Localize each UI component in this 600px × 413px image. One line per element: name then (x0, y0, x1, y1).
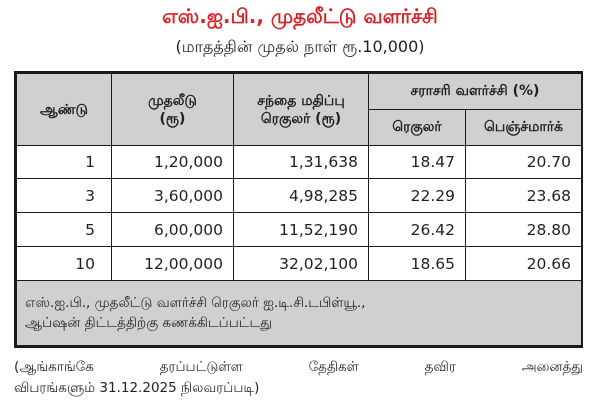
cell-market-value: 4,98,285 (234, 179, 369, 213)
cell-year: 3 (17, 179, 112, 213)
cell-market-value: 11,52,190 (234, 213, 369, 247)
header-year (17, 74, 112, 146)
cell-year: 10 (17, 247, 112, 281)
cell-year: 1 (17, 146, 112, 179)
cell-benchmark: 20.66 (466, 247, 582, 281)
page-subtitle: (மாதத்தின் முதல் நாள் ரூ.10,000) (175, 37, 425, 56)
cell-regular: 26.42 (369, 213, 466, 247)
table-footnote (17, 281, 582, 346)
sip-table (16, 73, 582, 346)
cell-year: 5 (17, 213, 112, 247)
table-row (17, 179, 582, 213)
table-row (17, 213, 582, 247)
cell-investment: 6,00,000 (112, 213, 234, 247)
cell-regular: 18.65 (369, 247, 466, 281)
table-row (17, 247, 582, 281)
header-benchmark: பெஞ்ச்மார்க் (466, 110, 582, 146)
page-title: எஸ்.ஐ.பி., முதலீட்டு வளர்ச்சி (162, 4, 438, 28)
footnote-line1: எஸ்.ஐ.பி., முதலீட்டு வளர்ச்சி ரெகுலர் ஐ.டி.சி.டபிள்யூ., (25, 295, 366, 311)
cell-investment: 3,60,000 (112, 179, 234, 213)
footnote-line2: ஆப்ஷன் திட்டத்திற்கு கணக்கிடப்பட்டது (25, 315, 272, 331)
sip-growth-table (14, 71, 583, 348)
header-market-value (234, 74, 369, 146)
cell-benchmark: 28.80 (466, 213, 582, 247)
header-year-label: ஆண்டு (39, 101, 88, 118)
cell-regular: 18.47 (369, 146, 466, 179)
header-regular: ரெகுலர் (369, 110, 466, 146)
header-investment-line1: முதலீடு (148, 92, 197, 109)
cell-investment: 1,20,000 (112, 146, 234, 179)
cell-benchmark: 23.68 (466, 179, 582, 213)
header-investment (112, 74, 234, 146)
table-footer-row (17, 281, 582, 346)
table-row (17, 146, 582, 179)
cell-market-value: 32,02,100 (234, 247, 369, 281)
cell-regular: 22.29 (369, 179, 466, 213)
header-growth-group: சராசரி வளர்ச்சி (%) (369, 74, 582, 110)
cell-market-value: 1,31,638 (234, 146, 369, 179)
header-market-line2: ரெகுலர் (ரூ) (260, 110, 342, 127)
cell-investment: 12,00,000 (112, 247, 234, 281)
header-investment-line2: (ரூ) (159, 110, 186, 127)
disclaimer-note (14, 357, 583, 399)
note-line2: விபரங்களும் 31.12.2025 நிலவரப்படி) (14, 380, 260, 396)
note-line1: (ஆங்காங்கே தரப்பட்டுள்ள தேதிகள் தவிர அனைத்து (14, 359, 583, 375)
header-market-line1: சந்தை மதிப்பு (257, 92, 345, 109)
cell-benchmark: 20.70 (466, 146, 582, 179)
